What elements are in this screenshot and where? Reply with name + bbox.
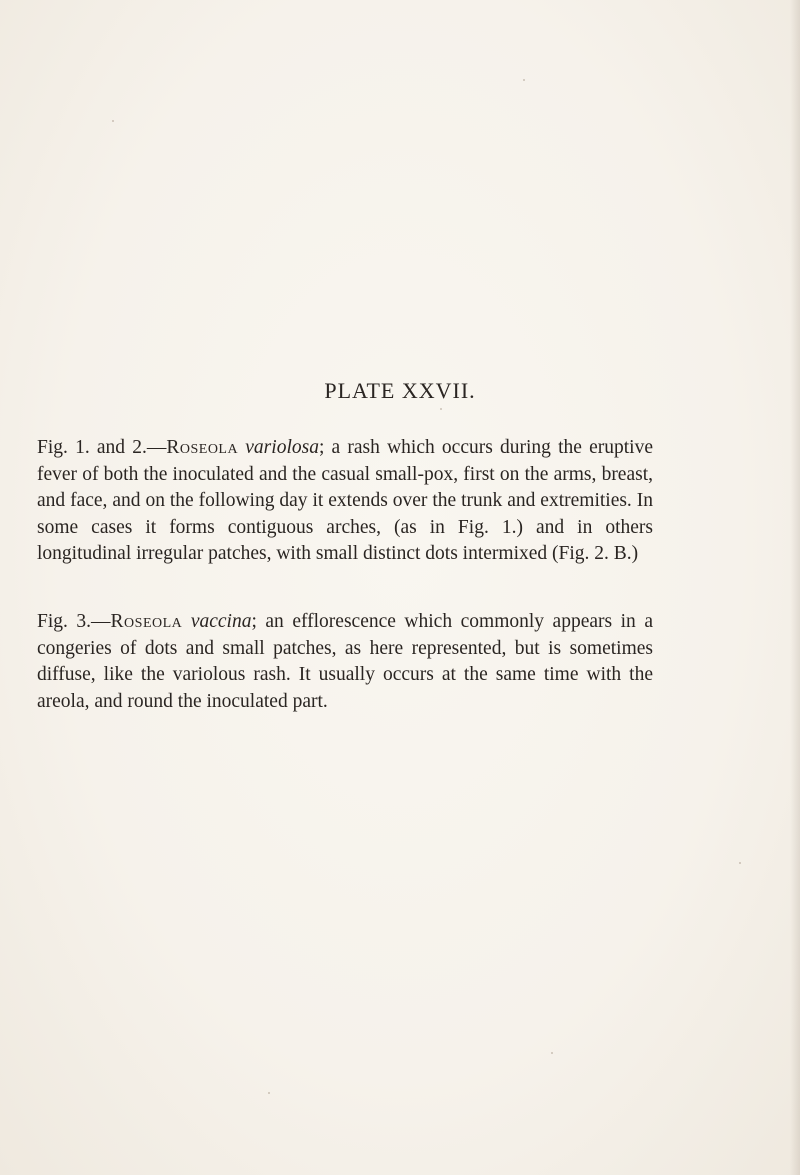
paper-speck bbox=[268, 1092, 270, 1094]
figure-3-lead: Fig. 3.— bbox=[37, 611, 111, 632]
figure-3-species: vaccina bbox=[190, 611, 252, 632]
figure-1-2-description bbox=[37, 435, 653, 568]
paper-speck bbox=[112, 120, 114, 122]
paper-speck bbox=[440, 408, 442, 410]
paper-speck bbox=[523, 79, 525, 81]
figure-3-description bbox=[37, 609, 653, 715]
plate-title: PLATE XXVII. bbox=[324, 378, 476, 403]
figure-1-2-body: ; a rash which occurs during the eruptive fever of both the inoculated and the casual small-pox, first on the arms, breast, and face, and on the following day it extends over the trunk and extremities. In some cases it forms contiguous arches, (as in Fig. 1.) and in others longitudinal irregular patches, with small distinct dots intermixed (Fig. 2. B.) bbox=[37, 437, 653, 565]
figure-3-term: Roseola bbox=[110, 611, 183, 632]
page-edge-shadow bbox=[790, 0, 800, 1175]
paper-speck bbox=[551, 1052, 553, 1054]
paper-speck bbox=[739, 862, 741, 864]
figure-1-2-term: Roseola bbox=[166, 437, 239, 458]
figure-3-body: ; an efflorescence which commonly appears in a congeries of dots and small patches, as here represented, but is sometimes diffuse, like the variolous rash. It usually occurs at the same time with the areola, and round the inoculated part. bbox=[37, 611, 653, 712]
figure-1-2-lead: Fig. 1. and 2.— bbox=[37, 437, 167, 458]
figure-1-2-species: variolosa bbox=[245, 437, 319, 458]
